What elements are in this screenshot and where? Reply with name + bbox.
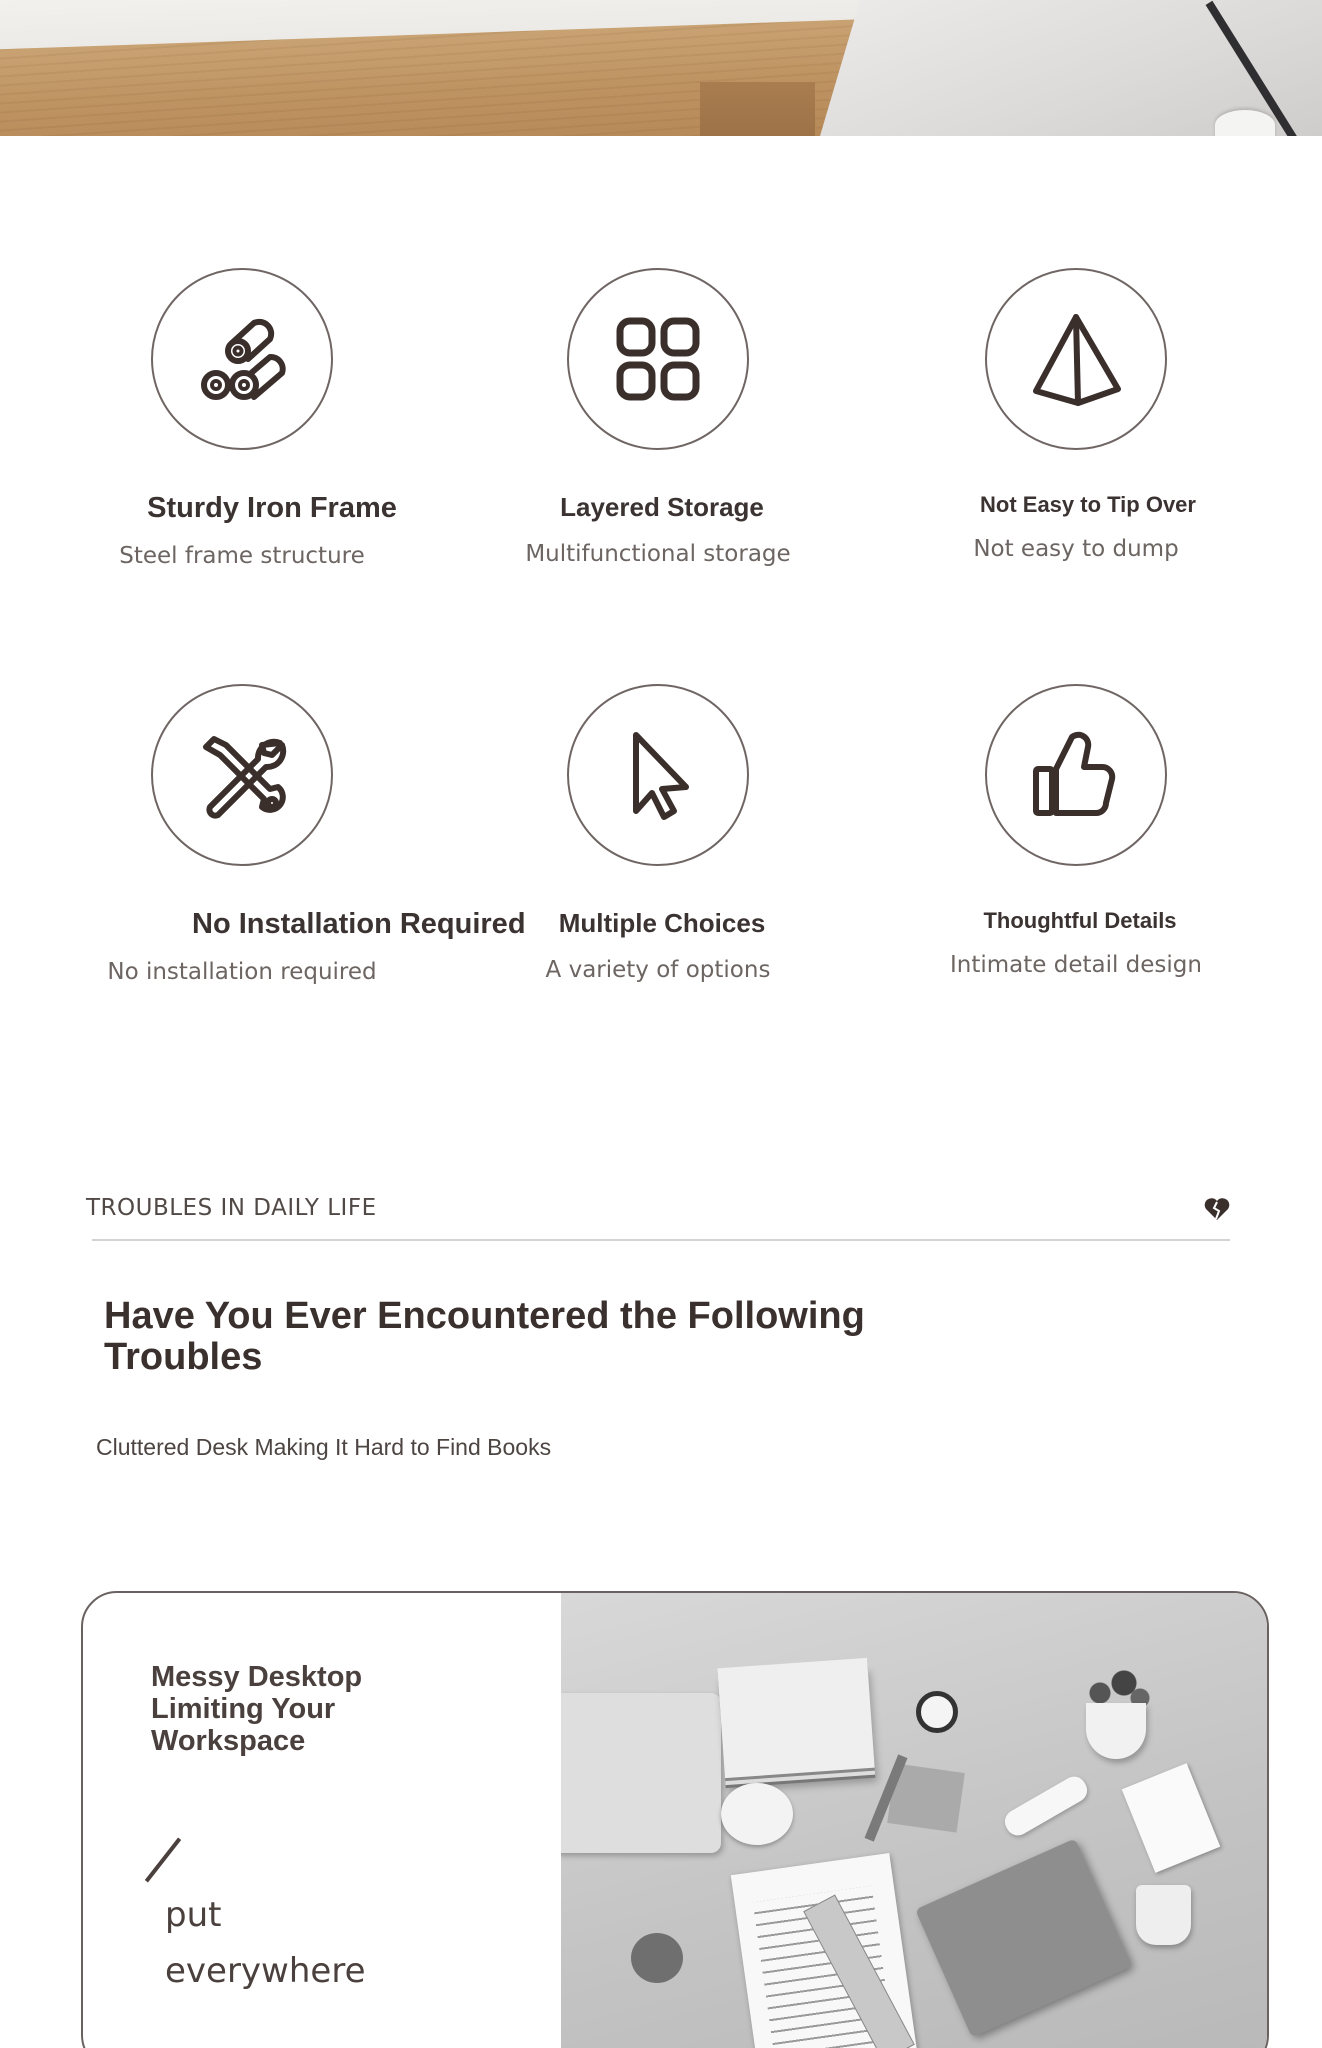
- troubles-subheading: Cluttered Desk Making It Hard to Find Books: [96, 1434, 552, 1460]
- feature-subtitle: A variety of options: [545, 957, 771, 983]
- cursor-arrow-icon: [608, 725, 708, 825]
- card-line-put: put: [165, 1895, 222, 1935]
- feature-subtitle: Intimate detail design: [949, 952, 1202, 978]
- feature-icon-circle: [985, 684, 1167, 866]
- feature-icon-circle: [567, 684, 749, 866]
- feature-title: No Installation Required: [192, 908, 526, 940]
- apple: [631, 1933, 683, 1983]
- feature-icon-circle: [567, 268, 749, 450]
- thumbs-up-icon: [1026, 725, 1126, 825]
- feature-sturdy-iron-frame: [62, 268, 422, 569]
- card-title: Messy Desktop Limiting Your Workspace: [151, 1661, 363, 1757]
- feature-icon-circle: [151, 268, 333, 450]
- wrench-screwdriver-icon: [192, 725, 292, 825]
- feature-title: Multiple Choices: [558, 908, 766, 938]
- laptop: [561, 1693, 721, 1853]
- iron-pipes-icon: [192, 309, 292, 409]
- grid-squares-icon: [608, 309, 708, 409]
- feature-icon-circle: [151, 684, 333, 866]
- feature-layered-storage: [478, 268, 838, 567]
- alarm-clock: [916, 1691, 958, 1733]
- cream-tube: [1001, 1772, 1092, 1840]
- handwritten-note: [1122, 1763, 1221, 1873]
- messy-desktop-card: [81, 1591, 1269, 2048]
- feature-title: Not Easy to Tip Over: [980, 492, 1196, 517]
- feature-not-easy-to-tip-over: [896, 268, 1256, 562]
- messy-desk-photo: [561, 1593, 1269, 2048]
- shelf-support: [700, 82, 815, 136]
- feature-subtitle: Not easy to dump: [973, 536, 1179, 562]
- hero-shelf-photo: [0, 0, 1322, 136]
- broken-heart-icon: [1204, 1197, 1230, 1221]
- feature-subtitle: No installation required: [107, 959, 377, 985]
- feature-title: Layered Storage: [560, 492, 764, 522]
- feature-subtitle: Steel frame structure: [119, 543, 365, 569]
- book-stack: [717, 1658, 874, 1778]
- section-divider: [92, 1239, 1230, 1241]
- troubles-heading: Have You Ever Encountered the Following Troubles: [104, 1295, 865, 1378]
- card-line-everywhere: everywhere: [165, 1951, 366, 1991]
- slash-divider: [145, 1837, 181, 1882]
- feature-title: Sturdy Iron Frame: [147, 492, 397, 524]
- section-label: TROUBLES IN DAILY LIFE: [86, 1195, 377, 1221]
- spiral-notebook: [915, 1838, 1132, 2037]
- coffee-mug: [1136, 1885, 1191, 1945]
- sticky-notes: [721, 1783, 793, 1845]
- feature-no-installation-required: [62, 684, 526, 985]
- plant-pot: [1086, 1703, 1146, 1759]
- feature-icon-circle: [985, 268, 1167, 450]
- cup: [1215, 110, 1275, 136]
- feature-subtitle: Multifunctional storage: [525, 541, 791, 567]
- feature-title: Thoughtful Details: [983, 908, 1177, 933]
- pyramid-icon: [1026, 309, 1126, 409]
- feature-multiple-choices: [478, 684, 838, 983]
- feature-thoughtful-details: [896, 684, 1256, 978]
